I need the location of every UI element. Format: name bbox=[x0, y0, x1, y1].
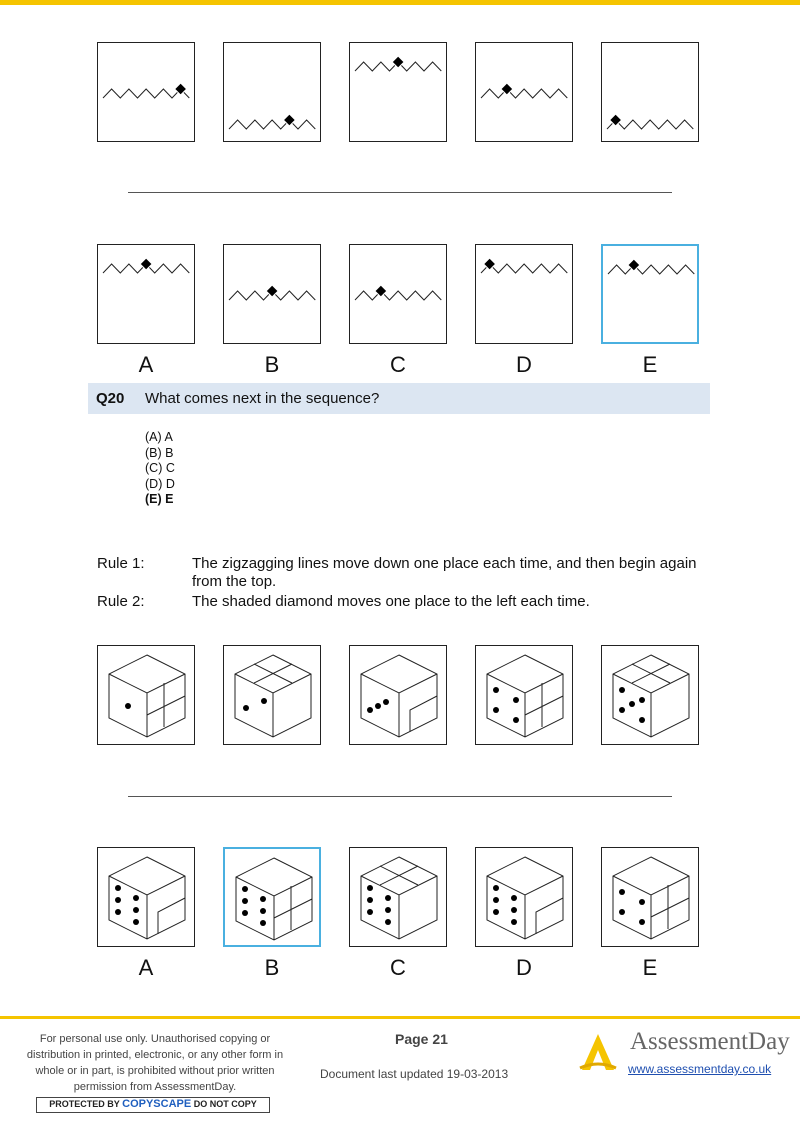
zigzag-sequence-box-2 bbox=[223, 42, 321, 142]
cube-edge bbox=[487, 876, 563, 895]
face-divider bbox=[158, 898, 185, 934]
die-dot bbox=[513, 697, 519, 703]
top-accent-bar bbox=[0, 0, 800, 5]
cube-answer-label-d: D bbox=[516, 955, 532, 980]
question-bar bbox=[88, 383, 710, 414]
die-dot bbox=[260, 896, 266, 902]
die-dot bbox=[242, 886, 248, 892]
die-dot bbox=[367, 707, 373, 713]
die-dot bbox=[493, 687, 499, 693]
footer-accent-line bbox=[0, 1016, 800, 1019]
cube-answer-d bbox=[475, 847, 573, 947]
die-dot bbox=[242, 910, 248, 916]
die-dot bbox=[493, 885, 499, 891]
die-dot bbox=[367, 885, 373, 891]
die-dot bbox=[385, 895, 391, 901]
cube-sequence-box-3 bbox=[349, 645, 447, 745]
die-dot bbox=[639, 919, 645, 925]
die-dot bbox=[261, 698, 267, 704]
option-b[interactable]: (B) B bbox=[145, 445, 174, 460]
face-divider bbox=[410, 696, 437, 732]
question-text: What comes next in the sequence? bbox=[145, 390, 380, 407]
zigzag-line bbox=[229, 120, 315, 129]
zigzag-line bbox=[355, 291, 441, 300]
cube-sequence-box-5 bbox=[601, 645, 699, 745]
rule-1-text: The zigzagging lines move down one place each time, and then begin again from the top. bbox=[192, 555, 697, 590]
die-dot bbox=[115, 909, 121, 915]
zigzag-sequence-box-3 bbox=[349, 42, 447, 142]
copyright-notice: For personal use only. Unauthorised copying or distribution in printed, electronic, or any other form in whole or in part, is prohibited without prior written permission from AssessmentDay. bbox=[26, 1033, 284, 1093]
zigzag-sequence-box-5 bbox=[601, 42, 699, 142]
cube-sequence-box-1 bbox=[97, 645, 195, 745]
rule-2-text: The shaded diamond moves one place to the left each time. bbox=[192, 593, 590, 610]
brand-url-link[interactable]: www.assessmentday.co.uk bbox=[628, 1062, 772, 1076]
die-dot bbox=[260, 920, 266, 926]
zigzag-answer-b bbox=[223, 244, 321, 344]
cube-answer-e bbox=[601, 847, 699, 947]
cube-answer-label-c: C bbox=[390, 955, 406, 980]
face-divider bbox=[274, 899, 312, 918]
last-updated: Document last updated 19-03-2013 bbox=[320, 1067, 509, 1081]
die-dot bbox=[511, 919, 517, 925]
cube-answer-label-e: E bbox=[642, 955, 658, 980]
zigzag-sequence-box-4 bbox=[475, 42, 573, 142]
zigzag-answer-label-a: A bbox=[138, 352, 154, 377]
rule-2-label: Rule 2: bbox=[97, 593, 145, 610]
die-dot bbox=[619, 707, 625, 713]
zigzag-answer-label-e: E bbox=[642, 352, 658, 377]
zigzag-answer-e bbox=[601, 244, 699, 344]
cube-answer-a bbox=[97, 847, 195, 947]
die-dot bbox=[513, 717, 519, 723]
die-dot bbox=[639, 717, 645, 723]
zigzag-answer-label-b: B bbox=[264, 352, 280, 377]
cube-divider bbox=[128, 796, 672, 797]
cube-edge bbox=[109, 876, 185, 895]
die-dot bbox=[629, 701, 635, 707]
die-dot bbox=[493, 897, 499, 903]
option-e[interactable]: (E) E bbox=[145, 492, 174, 506]
die-dot bbox=[367, 909, 373, 915]
assessmentday-logo-icon bbox=[578, 1030, 618, 1072]
copyscape-badge[interactable] bbox=[36, 1097, 270, 1113]
zigzag-answer-a bbox=[97, 244, 195, 344]
copyscape-brand: COPYSCAPE bbox=[122, 1098, 192, 1110]
zigzag-sequence-box-1 bbox=[97, 42, 195, 142]
cube-answer-c bbox=[349, 847, 447, 947]
rule-1-label: Rule 1: bbox=[97, 555, 145, 572]
die-dot bbox=[115, 897, 121, 903]
die-dot bbox=[375, 703, 381, 709]
die-dot bbox=[619, 687, 625, 693]
cube-answer-b bbox=[223, 847, 321, 947]
cube-edge bbox=[361, 674, 437, 693]
die-dot bbox=[385, 919, 391, 925]
page-number: Page 21 bbox=[395, 1031, 448, 1047]
cube-edge bbox=[109, 674, 185, 693]
die-dot bbox=[383, 699, 389, 705]
answer-options bbox=[145, 430, 175, 508]
zigzag-answer-label-c: C bbox=[390, 352, 406, 377]
option-d[interactable]: (D) D bbox=[145, 476, 175, 491]
copyscape-pre: PROTECTED BY bbox=[49, 1099, 120, 1109]
face-divider bbox=[536, 898, 563, 934]
cube-sequence-box-4 bbox=[475, 645, 573, 745]
cube-sequence-box-2 bbox=[223, 645, 321, 745]
cube-answer-label-a: A bbox=[138, 955, 154, 980]
zigzag-line bbox=[481, 89, 567, 98]
cube-answer-label-b: B bbox=[264, 955, 280, 980]
die-dot bbox=[493, 707, 499, 713]
die-dot bbox=[367, 897, 373, 903]
die-dot bbox=[511, 895, 517, 901]
face-divider bbox=[147, 696, 185, 715]
die-dot bbox=[385, 907, 391, 913]
sequence-divider bbox=[128, 192, 672, 193]
cube-edge bbox=[235, 674, 311, 693]
zigzag-answer-d bbox=[475, 244, 573, 344]
brand-name: AssessmentDay bbox=[630, 1028, 790, 1055]
die-dot bbox=[242, 898, 248, 904]
option-a[interactable]: (A) A bbox=[145, 430, 173, 444]
die-dot bbox=[619, 909, 625, 915]
die-dot bbox=[493, 909, 499, 915]
face-divider bbox=[525, 696, 563, 715]
die-dot bbox=[115, 885, 121, 891]
cube-edge bbox=[361, 876, 437, 895]
die-dot bbox=[125, 703, 131, 709]
die-dot bbox=[243, 705, 249, 711]
die-dot bbox=[639, 697, 645, 703]
die-dot bbox=[619, 889, 625, 895]
option-c[interactable]: (C) C bbox=[145, 461, 175, 475]
face-divider bbox=[651, 898, 689, 917]
die-dot bbox=[260, 908, 266, 914]
die-dot bbox=[511, 907, 517, 913]
zigzag-answer-label-d: D bbox=[516, 352, 532, 377]
die-dot bbox=[639, 899, 645, 905]
die-dot bbox=[133, 907, 139, 913]
zigzag-line bbox=[608, 265, 694, 274]
die-dot bbox=[133, 919, 139, 925]
die-dot bbox=[133, 895, 139, 901]
copyscape-post: DO NOT COPY bbox=[193, 1099, 257, 1109]
cube-edge bbox=[236, 877, 312, 896]
zigzag-answer-c bbox=[349, 244, 447, 344]
question-number: Q20 bbox=[96, 390, 125, 407]
